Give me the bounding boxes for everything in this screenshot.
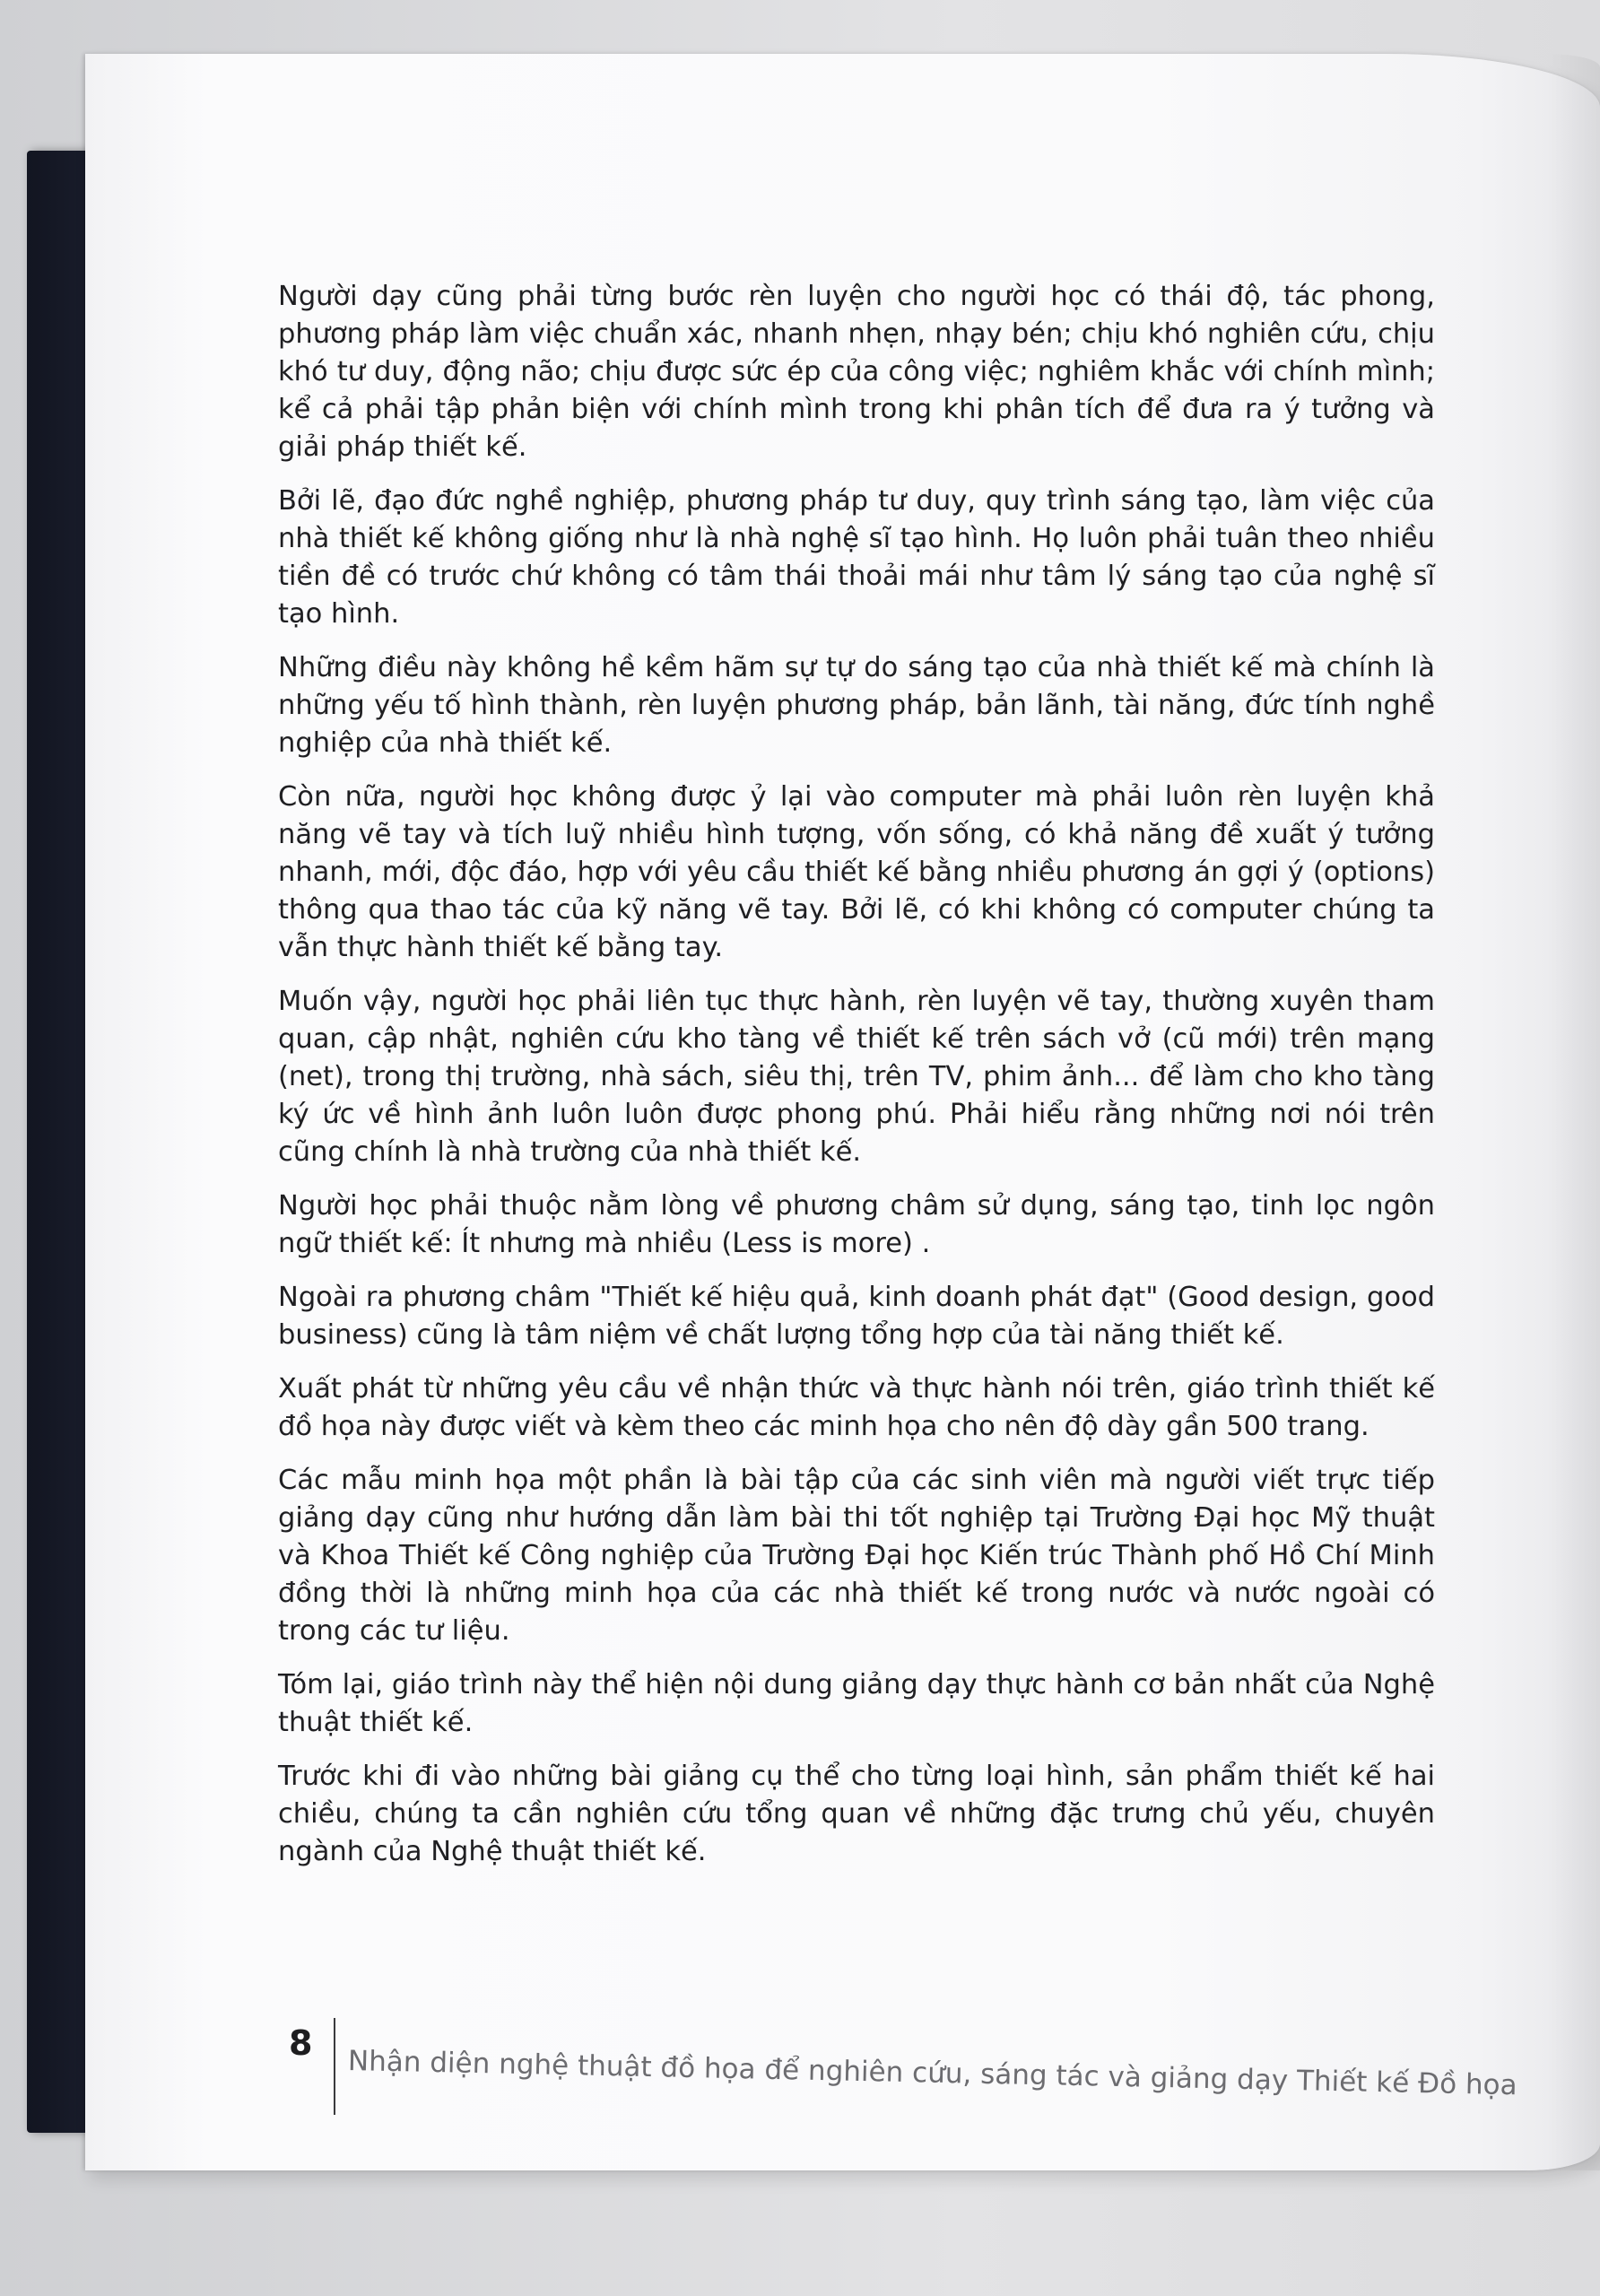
paragraph: Tóm lại, giáo trình này thể hiện nội dung giảng dạy thực hành cơ bản nhất của Nghệ thuật thiết kế. xyxy=(278,1669,1435,1738)
paragraph: Trước khi đi vào những bài giảng cụ thể cho từng loại hình, sản phẩm thiết kế hai chiều, chúng ta cần nghiên cứu tổng quan về những đặc trưng chủ yếu, chuyên ngành của Nghệ thuật thiết kế. xyxy=(278,1761,1435,1867)
paragraph: Những điều này không hề kềm hãm sự tự do sáng tạo của nhà thiết kế mà chính là những yếu tố hình thành, rèn luyện phương pháp, bản lãnh, tài năng, đức tính nghề nghiệp của nhà thiết kế. xyxy=(278,652,1435,759)
running-title: Nhận diện nghệ thuật đồ họa để nghiên cứu, sáng tác và giảng dạy Thiết kế Đồ họa xyxy=(347,2045,1517,2102)
page-footer xyxy=(269,2018,1517,2117)
paragraph: Các mẫu minh họa một phần là bài tập của các sinh viên mà người viết trực tiếp giảng dạy cũng như hướng dẫn làm bài thi tốt nghiệp tại Trường Đại học Mỹ thuật và Khoa Thiết kế Công nghiệp của Trường Đại học Kiến trúc Thành phố Hồ Chí Minh đồng thời là những minh họa của các nhà thiết kế trong nước và nước ngoài có trong các tư liệu. xyxy=(278,1465,1435,1647)
paragraph: Ngoài ra phương châm "Thiết kế hiệu quả, kinh doanh phát đạt" (Good design, good business) cũng là tâm niệm về chất lượng tổng hợp của tài năng thiết kế. xyxy=(278,1282,1435,1351)
paragraph: Xuất phát từ những yêu cầu về nhận thức và thực hành nói trên, giáo trình thiết kế đồ họa này được viết và kèm theo các minh họa cho nên độ dày gần 500 trang. xyxy=(278,1373,1435,1442)
body-text xyxy=(278,278,1435,1887)
footer-divider xyxy=(334,2018,335,2115)
paragraph: Người học phải thuộc nằm lòng về phương châm sử dụng, sáng tạo, tinh lọc ngôn ngữ thiết kế: Ít nhưng mà nhiều (Less is more) . xyxy=(278,1190,1435,1259)
page-number: 8 xyxy=(289,2023,313,2063)
page-curl-shadow xyxy=(1546,54,1600,2170)
paragraph: Còn nữa, người học không được ỷ lại vào computer mà phải luôn rèn luyện khả năng vẽ tay và tích luỹ nhiều hình tượng, vốn sống, có khả năng đề xuất ý tưởng nhanh, mới, độc đáo, hợp với yêu cầu thiết kế bằng nhiều phương án gợi ý (options) thông qua thao tác của kỹ năng vẽ tay. Bởi lẽ, có khi không có computer chúng ta vẫn thực hành thiết kế bằng tay. xyxy=(278,781,1435,963)
paragraph: Người dạy cũng phải từng bước rèn luyện cho người học có thái độ, tác phong, phương pháp làm việc chuẩn xác, nhanh nhẹn, nhạy bén; chịu khó nghiên cứu, chịu khó tư duy, động não; chịu được sức ép của công việc; nghiêm khắc với chính mình; kể cả phải tập phản biện với chính mình trong khi phân tích để đưa ra ý tưởng và giải pháp thiết kế. xyxy=(278,281,1435,463)
paragraph: Muốn vậy, người học phải liên tục thực hành, rèn luyện vẽ tay, thường xuyên tham quan, cập nhật, nghiên cứu kho tàng về thiết kế trên sách vở (cũ mới) trên mạng (net), trong thị trường, nhà sách, siêu thị, trên TV, phim ảnh... để làm cho kho tàng ký ức về hình ảnh luôn luôn được phong phú. Phải hiểu rằng những nơi nói trên cũng chính là nhà trường của nhà thiết kế. xyxy=(278,986,1435,1168)
paragraph: Bởi lẽ, đạo đức nghề nghiệp, phương pháp tư duy, quy trình sáng tạo, làm việc của nhà thiết kế không giống như là nhà nghệ sĩ tạo hình. Họ luôn phải tuân theo nhiều tiền đề có trước chứ không có tâm thái thoải mái như tâm lý sáng tạo của nghệ sĩ tạo hình. xyxy=(278,485,1435,630)
